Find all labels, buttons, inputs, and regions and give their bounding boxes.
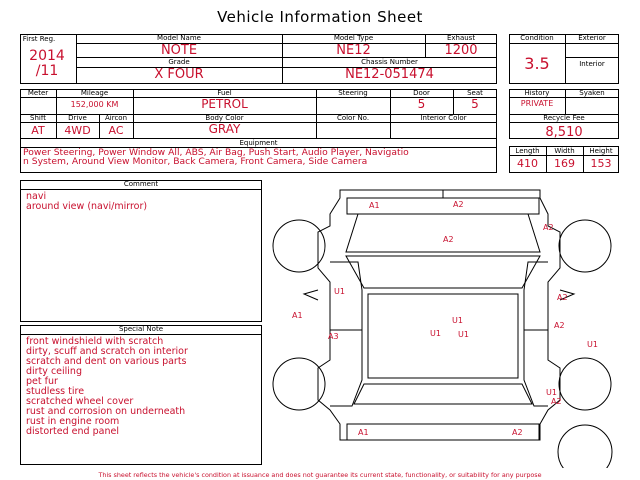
height-value: 153 [590,157,612,170]
first-reg-label: First Reg. [22,35,56,43]
damage-mark: U1 [334,287,345,296]
drive-value: 4WD [64,124,91,137]
damage-mark: A2 [554,321,565,330]
length-value: 410 [517,157,538,170]
chassis-label: Chassis Number [361,58,418,66]
damage-mark: U1 [587,340,598,349]
interior-color-label: Interior Color [420,114,467,122]
damage-mark: A2 [443,235,454,244]
body-color-label: Body Color [205,114,244,122]
equipment-line-1: Power Steering, Power Window All, ABS, Air Bag, Push Start, Audio Player, Navigatio [23,148,409,158]
first-reg-year: 2014 [29,48,65,64]
shift-value: AT [31,124,45,137]
history-label: History [524,89,550,97]
model-type-value: NE12 [336,43,371,58]
door-label: Door [413,89,430,97]
syaken-label: Syaken [579,89,605,97]
spare-tire [558,425,612,468]
recycle-fee-label: Recycle Fee [543,114,585,122]
chassis-value: NE12-051474 [345,67,434,82]
meter-label: Meter [27,89,49,97]
mileage-value: 152,000 KM [70,100,119,109]
grade-label: Grade [168,58,190,66]
comment-text: navi around view (navi/mirror) [26,191,148,212]
exhaust-label: Exhaust [446,34,476,42]
first-reg-month: /11 [35,63,59,79]
damage-mark: A2 [543,223,554,232]
seat-label: Seat [467,89,483,97]
disclaimer: This sheet reflects the vehicle's condition at issuance and does not guarantee its current state, functionality, or suitability for any purpose [98,471,542,479]
equipment-label: Equipment [239,139,278,147]
door-value: 5 [417,97,426,111]
grade-value: X FOUR [154,67,204,82]
special-note-text: front windshield with scratch dirty, scuff and scratch on interior scratch and dent on various parts dirty ceiling pet fur studless tire scratched wheel cover rust and corrosion on underneath rust in engine room distorted end panel [26,336,188,437]
damage-mark: A2 [453,200,464,209]
history-value: PRIVATE [520,99,554,108]
wheel-front-right [559,220,611,272]
mileage-label: Mileage [80,89,109,97]
length-label: Length [515,147,540,155]
damage-mark: U1 [430,329,441,338]
damage-mark: U1 [546,388,557,397]
comment-label: Comment [123,180,159,188]
recycle-fee-value: 8,510 [545,125,583,140]
model-type-label: Model Type [333,34,374,42]
seat-value: 5 [471,97,479,111]
page-title: Vehicle Information Sheet [217,8,423,26]
damage-mark: A2 [512,428,523,437]
damage-mark: A3 [328,332,339,341]
wheel-rear-left [273,358,325,410]
fuel-label: Fuel [217,89,232,97]
damage-mark: U1 [452,316,463,325]
roof [368,294,518,378]
rear-bumper [347,424,539,440]
condition-label: Condition [520,34,554,42]
equipment-line-2: n System, Around View Monitor, Back Camera, Front Camera, Side Camera [23,157,368,167]
drive-label: Drive [68,114,87,122]
model-name-value: NOTE [160,43,198,58]
damage-mark: A1 [369,201,380,210]
damage-mark: A2 [557,293,568,302]
damage-mark: A1 [292,311,303,320]
exterior-label: Exterior [578,34,606,42]
shift-label: Shift [30,114,46,122]
rear-window [354,384,532,404]
height-label: Height [589,147,613,155]
interior-label: Interior [579,60,605,68]
wheel-front-left [273,220,325,272]
aircon-label: Aircon [104,114,128,122]
right-doors [524,262,548,406]
mirror-left [304,290,318,300]
condition-value: 3.5 [524,54,550,73]
fuel-value: PETROL [201,97,248,111]
body-color-value: GRAY [208,122,241,136]
color-no-label: Color No. [336,114,370,122]
damage-mark: A2 [551,397,562,406]
width-value: 169 [554,157,575,170]
model-name-label: Model Name [157,34,201,42]
damage-mark: U1 [458,330,469,339]
damage-mark: A1 [358,428,369,437]
aircon-value: AC [108,124,124,137]
steering-label: Steering [338,89,368,97]
special-note-label: Special Note [118,325,164,333]
width-label: Width [554,147,575,155]
exhaust-value: 1200 [444,43,478,58]
hood [346,214,540,252]
windshield [346,256,540,288]
wheel-rear-right [559,358,611,410]
